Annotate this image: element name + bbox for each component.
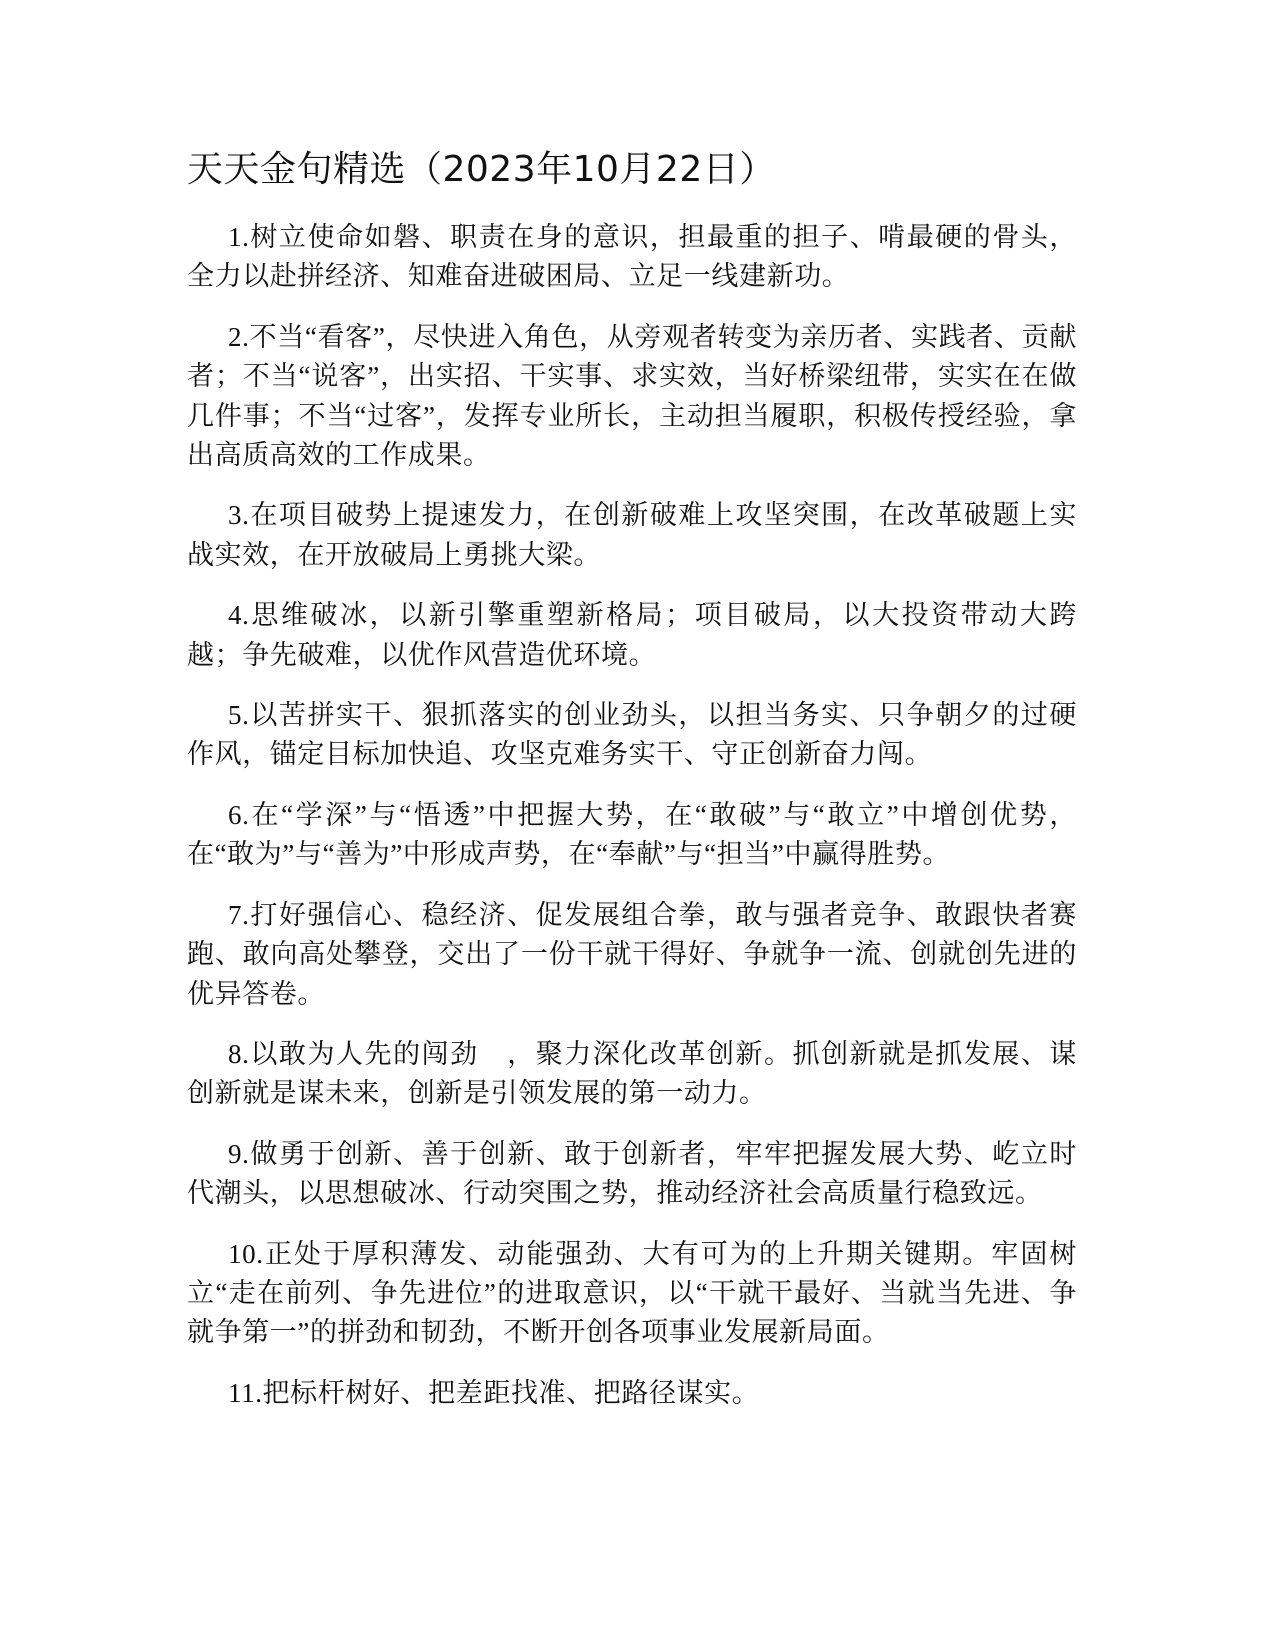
quote-paragraph-11: 11.把标杆树好、把差距找准、把路径谋实。 [228,1377,760,1408]
quote-paragraph-7: 7.打好强信心、稳经济、促发展组合拳，敢与强者竞争、敢跟快者赛跑、敢向高处攀登，交出了一份干就干得好、争就争一流、创就创先进的优异答卷。 [187,899,1077,1009]
quote-paragraph-8: 8.以敢为人先的闯劲 ，聚力深化改革创新。抓创新就是抓发展、谋创新就是谋未来，创新是引领发展的第一动力。 [187,1038,1077,1109]
quote-paragraph-2: 2.不当“看客”，尽快进入角色，从旁观者转变为亲历者、实践者、贡献者；不当“说客”，出实招、干实事、求实效，当好桥梁纽带，实实在在做几件事；不当“过客”，发挥专业所长，主动担当履职，积极传授经验，拿出高质高效的工作成果。 [187,321,1077,471]
quote-paragraph-6: 6.在“学深”与“悟透”中把握大势，在“敢破”与“敢立”中增创优势，在“敢为”与“善为”中形成声势，在“奉献”与“担当”中赢得胜势。 [187,799,1077,870]
document-title: 天天金句精选（2023年10月22日） [187,149,776,190]
quote-paragraph-1: 1.树立使命如磐、职责在身的意识，担最重的担子、啃最硬的骨头，全力以赴拼经济、知难奋进破困局、立足一线建新功。 [187,222,1077,292]
quote-paragraph-10: 10.正处于厚积薄发、动能强劲、大有可为的上升期关键期。牢固树立“走在前列、争先进位”的进取意识，以“干就干最好、当就当先进、争就争第一”的拼劲和韧劲，不断开创各项事业发展新局面。 [187,1238,1077,1348]
quote-paragraph-4: 4.思维破冰，以新引擎重塑新格局；项目破局，以大投资带动大跨越；争先破难，以优作风营造优环境。 [187,600,1077,670]
quote-paragraph-9: 9.做勇于创新、善于创新、敢于创新者，牢牢把握发展大势、屹立时代潮头，以思想破冰、行动突围之势，推动经济社会高质量行稳致远。 [187,1138,1077,1209]
document-page [187,148,1077,1434]
quote-list [187,218,1077,1413]
quote-paragraph-3: 3.在项目破势上提速发力，在创新破难上攻坚突围，在改革破题上实战实效，在开放破局上勇挑大梁。 [187,500,1077,570]
quote-paragraph-5: 5.以苦拼实干、狠抓落实的创业劲头，以担当务实、只争朝夕的过硬作风，锚定目标加快追、攻坚克难务实干、守正创新奋力闯。 [187,700,1077,770]
